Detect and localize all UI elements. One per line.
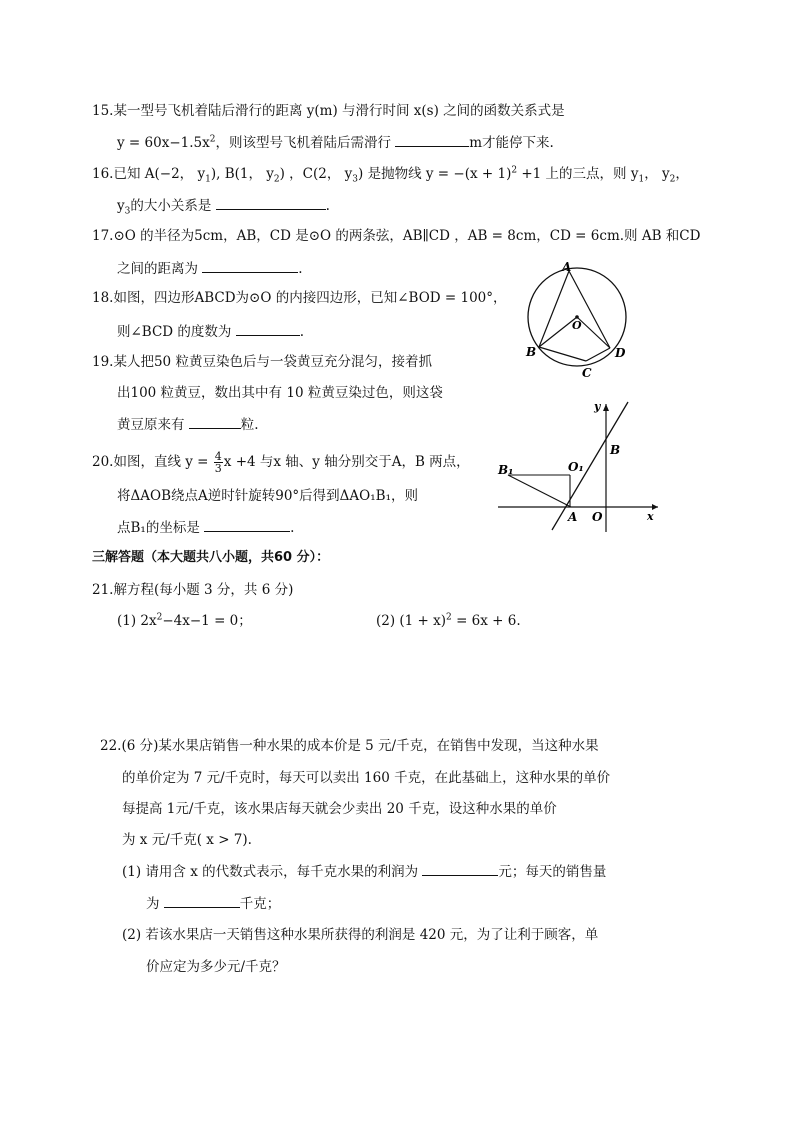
q22-line2: 的单价定为 7 元/千克时，每天可以卖出 160 千克，在此基础上，这种水果的单价 <box>122 770 611 786</box>
label-B: B <box>526 345 537 359</box>
label-O: O <box>572 319 582 332</box>
q17-line1: 17.⊙O 的半径为5cm，AB，CD 是⊙O 的两条弦，AB∥CD ，AB = 8cm，CD = 6cm.则 AB 和CD <box>92 228 701 244</box>
q15-line1: 15.某一型号飞机着陆后滑行的距离 y(m) 与滑行时间 x(s) 之间的函数关系式是 <box>92 103 565 119</box>
q21-part1: (1) $2x^2-4x-1 = 0$； <box>117 612 252 629</box>
q20-line2: 将ΔAOB绕点A逆时针旋转90°后得到ΔAO₁B₁，则 <box>117 488 418 504</box>
section-heading: 三解答题（本大题共八小题，共60 分）： <box>92 550 330 565</box>
q22-sub1: (1) 请用含 x 的代数式表示，每千克水果的利润为 元；每天的销售量 <box>122 861 606 882</box>
q18-line2: 则∠BCD 的度数为 . <box>117 321 304 342</box>
q22-sub2-line1: (2) 若该水果店一天销售这种水果所获得的利润是 420 元，为了让利于顾客，单 <box>122 927 599 943</box>
label-A: A <box>568 510 578 524</box>
q22-line1: 22.(6 分)某水果店销售一种水果的成本价是 5 元/千克，在销售中发现，当这种水果 <box>100 738 599 754</box>
label-B1: B₁ <box>498 463 514 477</box>
answer-blank[interactable] <box>202 258 298 273</box>
fraction: $\frac{4}{3}$ <box>214 450 222 475</box>
answer-blank[interactable] <box>216 195 326 210</box>
label-A: A <box>562 260 572 274</box>
q16-line2: $y_3$的大小关系是 . <box>117 195 330 216</box>
q19-line2: 出100 粒黄豆，数出其中有 10 粒黄豆染过色，则这袋 <box>117 385 443 401</box>
q15-line2: $y = 60x-1.5x^2$，则该型号飞机着陆后需滑行 m才能停下来. <box>117 132 554 153</box>
label-O1: O₁ <box>568 460 584 474</box>
q20-line3: 点B₁的坐标是 . <box>117 517 294 538</box>
coordinate-rotation-figure <box>492 396 664 536</box>
q21-title: 21.解方程(每小题 3 分，共 6 分) <box>92 582 294 598</box>
label-B: B <box>610 443 621 457</box>
label-C: C <box>582 366 592 380</box>
answer-blank[interactable] <box>236 321 300 336</box>
answer-blank[interactable] <box>189 414 241 429</box>
q22-line3: 每提高 1元/千克，该水果店每天就会少卖出 20 千克，设这种水果的单价 <box>122 801 557 817</box>
q21-part2: (2) $(1 + x)^2 = 6x + 6$. <box>376 612 521 629</box>
label-O: O <box>592 510 603 524</box>
answer-blank[interactable] <box>422 861 498 876</box>
q20-line1: 20.如图，直线 y = $\frac{4}{3}$ x +4 与x 轴、y 轴分别交于A，B 两点， <box>92 450 470 475</box>
q16-line1: 16.已知 A(−2， $y_1$), B(1， $y_2$) ，C(2， $y_3$) 是抛物线 $y = -(x + 1)^2 +1$ 上的三点，则 $y_1$， $y_2$， <box>92 165 689 185</box>
q19-line3: 黄豆原来有 粒. <box>117 414 259 435</box>
answer-blank[interactable] <box>164 893 240 908</box>
circle-quadrilateral-figure <box>520 258 640 382</box>
q22-sub1b: 为 千克； <box>146 893 280 914</box>
label-y: y <box>594 400 601 413</box>
q17-line2: 之间的距离为 . <box>117 258 303 279</box>
answer-blank[interactable] <box>204 517 290 532</box>
q18-line1: 18.如图，四边形ABCD为⊙O 的内接四边形，已知∠BOD = 100°， <box>92 290 507 306</box>
q19-line1: 19.某人把50 粒黄豆染色后与一袋黄豆充分混匀，接着抓 <box>92 354 432 370</box>
label-D: D <box>615 346 626 360</box>
label-x: x <box>647 510 654 523</box>
q22-line4: 为 x 元/千克( x > 7). <box>122 832 252 848</box>
answer-blank[interactable] <box>395 132 469 147</box>
q22-sub2-line2: 价应定为多少元/千克？ <box>146 959 286 975</box>
